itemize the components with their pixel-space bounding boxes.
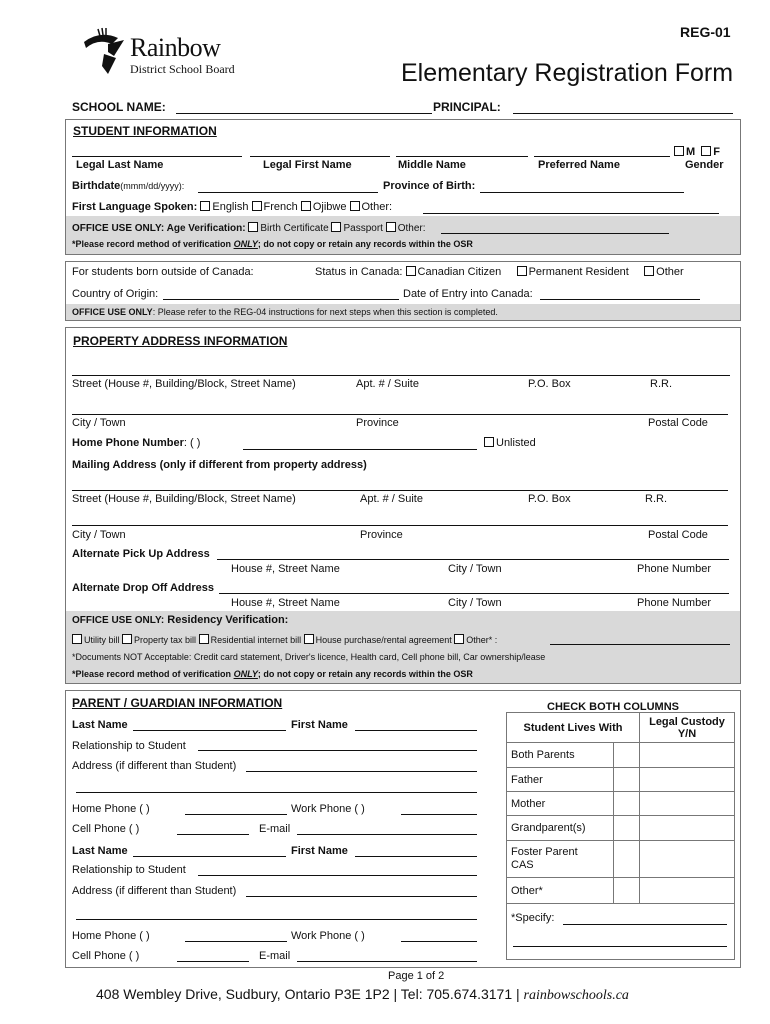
parent-section-title: PARENT / GUARDIAN INFORMATION xyxy=(72,696,283,710)
parent1-cell-field[interactable] xyxy=(177,834,249,835)
dropoff-phone-label: Phone Number xyxy=(637,597,711,609)
parent2-work-label: Work Phone ( ) xyxy=(291,930,365,942)
mailing-label: Mailing Address (only if different from property address) xyxy=(72,459,367,471)
lives-with-cell[interactable] xyxy=(614,743,640,768)
province-birth-label: Province of Birth: xyxy=(383,180,476,192)
school-name-field[interactable] xyxy=(176,113,432,114)
mailing-street-label: Street (House #, Building/Block, Street Name) xyxy=(72,493,296,505)
age-verification-row[interactable]: OFFICE USE ONLY: Age Verification: Birth Certificate Passport Other: xyxy=(72,223,426,234)
residency-options[interactable]: Utility bill Property tax bill Residential internet bill House purchase/rental agreement Other* : xyxy=(72,634,497,645)
row-label: Both Parents xyxy=(507,743,614,768)
city-label: City / Town xyxy=(72,417,126,429)
footer-contact: 408 Wembley Drive, Sudbury, Ontario P3E 1P2 | Tel: 705.674.3171 | rainbowschools.ca xyxy=(96,986,629,1003)
legal-last-name-label: Legal Last Name xyxy=(76,159,164,171)
lives-with-cell[interactable] xyxy=(614,878,640,904)
parent2-address-field[interactable] xyxy=(246,896,477,897)
parent1-address-field-2[interactable] xyxy=(76,792,477,793)
specify-cell[interactable]: *Specify: xyxy=(507,904,735,960)
home-phone-field[interactable] xyxy=(243,449,477,450)
alt-dropoff-label: Alternate Drop Off Address xyxy=(72,582,215,594)
parent1-home-label: Home Phone ( ) xyxy=(72,803,150,815)
row-label: Foster Parent CAS xyxy=(507,841,614,878)
student-section-title: STUDENT INFORMATION xyxy=(73,124,217,138)
custody-cell[interactable] xyxy=(640,841,735,878)
parent2-work-field[interactable] xyxy=(401,941,477,942)
dropoff-house-label: House #, Street Name xyxy=(231,597,340,609)
birthdate-label: Birthdate(mmm/dd/yyyy): xyxy=(72,180,185,192)
home-phone-label: Home Phone Number: ( ) xyxy=(72,437,201,449)
gender-label: Gender xyxy=(685,159,724,171)
unlisted-checkbox[interactable]: Unlisted xyxy=(484,437,536,449)
parent2-email-label: E-mail xyxy=(259,950,291,962)
lives-with-cell[interactable] xyxy=(614,768,640,792)
parent1-relationship-label: Relationship to Student xyxy=(72,740,186,752)
legal-last-name-field[interactable] xyxy=(72,156,242,157)
mailing-province-label: Province xyxy=(360,529,403,541)
pickup-city-label: City / Town xyxy=(448,563,502,575)
row-label: Father xyxy=(507,768,614,792)
middle-name-label: Middle Name xyxy=(398,159,466,171)
parent2-cell-label: Cell Phone ( ) xyxy=(72,950,140,962)
parent1-last-label: Last Name xyxy=(72,719,128,731)
mailing-rr-label: R.R. xyxy=(645,493,667,505)
date-entry-label: Date of Entry into Canada: xyxy=(403,288,533,300)
alt-pickup-label: Alternate Pick Up Address xyxy=(72,548,210,560)
principal-label: PRINCIPAL: xyxy=(433,100,501,114)
legal-first-name-field[interactable] xyxy=(250,156,390,157)
parent2-home-field[interactable] xyxy=(185,941,287,942)
mailing-street-field[interactable] xyxy=(72,490,728,491)
legal-first-name-label: Legal First Name xyxy=(263,159,352,171)
parent2-address-field-2[interactable] xyxy=(76,919,477,920)
lives-with-cell[interactable] xyxy=(614,792,640,816)
mailing-city-label: City / Town xyxy=(72,529,126,541)
row-label: Mother xyxy=(507,792,614,816)
parent2-first-label: First Name xyxy=(291,845,348,857)
parent2-last-label: Last Name xyxy=(72,845,128,857)
col-legal-custody: Legal Custody Y/N xyxy=(640,713,735,743)
custody-cell[interactable] xyxy=(640,878,735,904)
parent2-relationship-label: Relationship to Student xyxy=(72,864,186,876)
check-both-title: CHECK BOTH COLUMNS xyxy=(547,701,679,713)
po-box-label: P.O. Box xyxy=(528,378,571,390)
province-birth-field[interactable] xyxy=(480,192,684,193)
parent2-email-field[interactable] xyxy=(297,961,477,962)
age-other-field[interactable] xyxy=(441,233,669,234)
mailing-apt-label: Apt. # / Suite xyxy=(360,493,423,505)
middle-name-field[interactable] xyxy=(396,156,528,157)
page-number: Page 1 of 2 xyxy=(388,970,445,982)
form-code: REG-01 xyxy=(680,24,731,40)
not-acceptable-note: *Documents NOT Acceptable: Credit card statement, Driver's licence, Health card, Cell phone bill, Car ownership/lease xyxy=(72,652,546,662)
parent1-first-field[interactable] xyxy=(355,730,477,731)
first-language-row[interactable]: First Language Spoken: English French Ojibwe Other: xyxy=(72,201,393,213)
mailing-city-field[interactable] xyxy=(72,525,728,526)
language-other-field[interactable] xyxy=(423,213,719,214)
alt-pickup-field[interactable] xyxy=(217,559,729,560)
property-city-field[interactable] xyxy=(72,414,728,415)
residency-title: OFFICE USE ONLY: Residency Verification: xyxy=(72,614,289,626)
residency-record-note: *Please record method of verification ONLY; do not copy or retain any records within the OSR xyxy=(72,669,473,679)
property-street-field[interactable] xyxy=(72,375,730,376)
parent2-home-label: Home Phone ( ) xyxy=(72,930,150,942)
custody-table xyxy=(506,712,735,960)
page-title: Elementary Registration Form xyxy=(401,59,734,87)
parent1-home-field[interactable] xyxy=(185,814,287,815)
logo-subtitle: District School Board xyxy=(130,62,235,76)
province-label: Province xyxy=(356,417,399,429)
row-label: Grandparent(s) xyxy=(507,816,614,841)
pickup-house-label: House #, Street Name xyxy=(231,563,340,575)
row-label: Other* xyxy=(507,878,614,904)
born-outside-label: For students born outside of Canada: xyxy=(72,266,254,278)
parent2-address-label: Address (if different than Student) xyxy=(72,885,237,897)
parent2-first-field[interactable] xyxy=(355,856,477,857)
street-label: Street (House #, Building/Block, Street Name) xyxy=(72,378,296,390)
parent1-email-label: E-mail xyxy=(259,823,291,835)
parent1-email-field[interactable] xyxy=(297,834,477,835)
parent1-work-label: Work Phone ( ) xyxy=(291,803,365,815)
birthdate-field[interactable] xyxy=(198,192,378,193)
rainbow-logo-icon xyxy=(78,26,130,76)
country-origin-field[interactable] xyxy=(163,299,399,300)
parent2-last-field[interactable] xyxy=(133,856,286,857)
property-section-title: PROPERTY ADDRESS INFORMATION xyxy=(73,334,288,348)
parent1-first-label: First Name xyxy=(291,719,348,731)
postal-label: Postal Code xyxy=(648,417,708,429)
rr-label: R.R. xyxy=(650,378,672,390)
record-note: *Please record method of verification ONLY; do not copy or retain any records within the OSR xyxy=(72,239,473,249)
parent1-relationship-field[interactable] xyxy=(198,750,477,751)
mailing-po-label: P.O. Box xyxy=(528,493,571,505)
parent1-last-field[interactable] xyxy=(133,730,286,731)
parent1-cell-label: Cell Phone ( ) xyxy=(72,823,140,835)
col-lives-with: Student Lives With xyxy=(507,713,640,743)
custody-cell[interactable] xyxy=(640,743,735,768)
status-canada-row[interactable]: Status in Canada: Canadian Citizen Permanent Resident Other xyxy=(315,266,684,278)
custody-cell[interactable] xyxy=(640,768,735,792)
custody-cell[interactable] xyxy=(640,792,735,816)
dropoff-city-label: City / Town xyxy=(448,597,502,609)
gender-checkboxes[interactable]: M F xyxy=(674,146,720,158)
principal-field[interactable] xyxy=(513,113,733,114)
pickup-phone-label: Phone Number xyxy=(637,563,711,575)
school-name-label: SCHOOL NAME: xyxy=(72,100,166,114)
country-origin-label: Country of Origin: xyxy=(72,288,159,300)
canada-office-note: OFFICE USE ONLY: Please refer to the REG-04 instructions for next steps when this section is completed. xyxy=(72,307,498,317)
parent1-work-field[interactable] xyxy=(401,814,477,815)
custody-cell[interactable] xyxy=(640,816,735,841)
apt-label: Apt. # / Suite xyxy=(356,378,419,390)
preferred-name-label: Preferred Name xyxy=(538,159,620,171)
lives-with-cell[interactable] xyxy=(614,841,640,878)
parent2-relationship-field[interactable] xyxy=(198,875,477,876)
mailing-postal-label: Postal Code xyxy=(648,529,708,541)
alt-dropoff-field[interactable] xyxy=(219,593,729,594)
lives-with-cell[interactable] xyxy=(614,816,640,841)
date-entry-field[interactable] xyxy=(540,299,700,300)
preferred-name-field[interactable] xyxy=(534,156,670,157)
parent2-cell-field[interactable] xyxy=(177,961,249,962)
residency-other-field[interactable] xyxy=(550,644,730,645)
parent1-address-label: Address (if different than Student) xyxy=(72,760,237,772)
parent1-address-field[interactable] xyxy=(246,771,477,772)
logo-name: Rainbow xyxy=(130,33,221,62)
